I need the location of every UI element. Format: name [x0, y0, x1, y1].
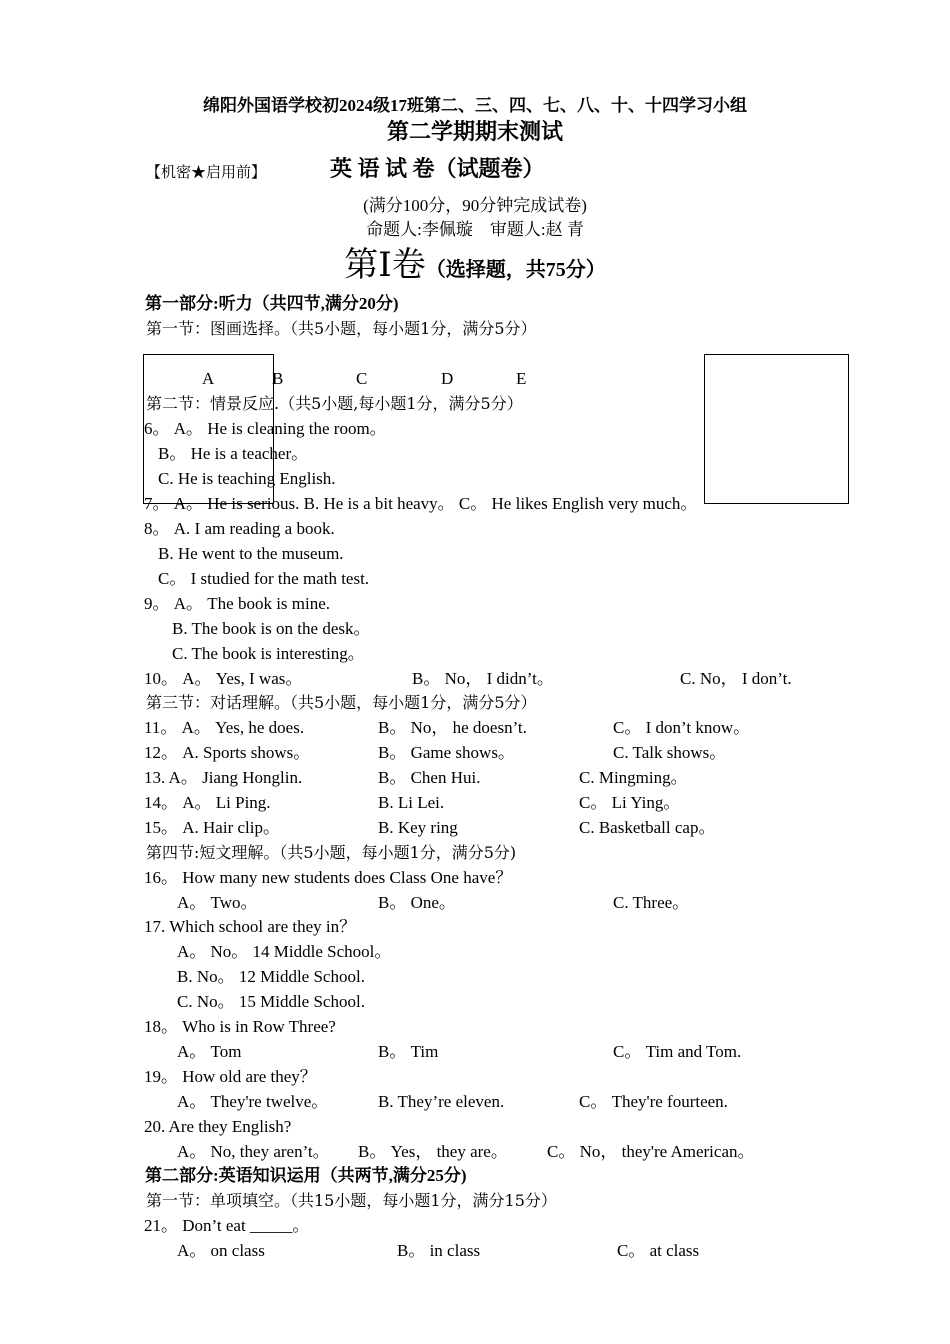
q16-option-a: A。 Two。 [177, 893, 258, 912]
q10-option-a: 10。 A。 Yes, I was。 [144, 669, 303, 688]
q9-option-c: C. The book is interesting。 [172, 644, 365, 663]
q21-option-b: B。 in class [397, 1241, 481, 1260]
q14-option-c: C。 Li Ying。 [579, 793, 681, 812]
q9-option-a: 9。 A。 The book is mine. [144, 594, 331, 613]
q18-option-a: A。 Tom [177, 1042, 242, 1061]
pic-label-b: B [272, 369, 284, 388]
volume-heading [0, 246, 950, 291]
q12-option-c: C. Talk shows。 [613, 743, 727, 762]
q21-option-a: A。 on class [177, 1241, 265, 1260]
q7-options: 7。 A。 He is serious. B. He is a bit heavy。 C。 He likes English very much。 [144, 494, 698, 513]
q19-option-a: A。 They're twelve。 [177, 1092, 329, 1111]
part1-sec3: 第三节：对话理解。（共5小题，每小题1分，满分5分） [146, 693, 537, 712]
pic-label-c: C [356, 369, 368, 388]
q20-option-b: B。 Yes， they are。 [358, 1142, 508, 1161]
q21-stem: 21。 Don’t eat _____。 [144, 1216, 310, 1235]
q15-option-a: 15。 A. Hair clip。 [144, 818, 280, 837]
q17-option-a: A。 No。 14 Middle School。 [177, 942, 392, 961]
part1-sec1: 第一节：图画选择。（共5小题，每小题1分，满分5分） [146, 319, 537, 338]
q12-option-b: B。 Game shows。 [378, 743, 515, 762]
part1-title: 第一部分:听力（共四节,满分20分) [145, 294, 399, 313]
q14-option-b: B. Li Lei. [378, 793, 445, 812]
q6-option-c: C. He is teaching English. [158, 469, 336, 488]
secret-label: 【机密★启用前】 [146, 163, 267, 181]
q10-option-b: B。 No， I didn’t。 [412, 669, 554, 688]
q17-stem: 17. Which school are they in？ [144, 917, 357, 936]
q19-option-c: C。 They're fourteen. [579, 1092, 728, 1111]
q19-stem: 19。 How old are they？ [144, 1067, 317, 1086]
q16-option-c: C. Three。 [613, 893, 690, 912]
q8-option-a: 8。 A. I am reading a book. [144, 519, 335, 538]
q19-option-b: B. They’re eleven. [378, 1092, 505, 1111]
q6-option-b: B。 He is a teacher。 [158, 444, 309, 463]
q13-option-a: 13. A。 Jiang Honglin. [144, 768, 303, 787]
q20-option-c: C。 No， they're American。 [547, 1142, 755, 1161]
authors: 命题人:李佩璇 审题人:赵 青 [366, 220, 584, 239]
q18-option-b: B。 Tim [378, 1042, 439, 1061]
q21-option-c: C。 at class [617, 1241, 700, 1260]
q20-option-a: A。 No, they aren’t。 [177, 1142, 330, 1161]
q12-option-a: 12。 A. Sports shows。 [144, 743, 311, 762]
q9-option-b: B. The book is on the desk。 [172, 619, 371, 638]
q10-option-c: C. No， I don’t. [680, 669, 792, 688]
q13-option-b: B。 Chen Hui. [378, 768, 481, 787]
q20-stem: 20. Are they English? [144, 1117, 292, 1136]
school-line: 绵阳外国语学校初2024级17班第二、三、四、七、八、十、十四学习小组 [203, 96, 747, 115]
part2-sec1: 第一节：单项填空。（共15小题，每小题1分，满分15分） [146, 1191, 557, 1210]
score-info: (满分100分，90分钟完成试卷) [363, 196, 587, 215]
part2-title: 第二部分:英语知识运用（共两节,满分25分) [145, 1166, 467, 1185]
picture-frame-right [704, 354, 849, 504]
volume-small: （选择题，共75分） [425, 259, 606, 281]
q11-option-b: B。 No， he doesn’t. [378, 718, 527, 737]
part1-sec2: 第二节：情景反应.（共5小题,每小题1分，满分5分） [146, 394, 523, 413]
paper-title: 英 语 试 卷（试题卷） [330, 156, 545, 181]
pic-label-a: A [202, 369, 215, 388]
q17-option-c: C. No。 15 Middle School. [177, 992, 365, 1011]
pic-label-d: D [441, 369, 454, 388]
q14-option-a: 14。 A。 Li Ping. [144, 793, 271, 812]
part1-sec4: 第四节:短文理解。（共5小题，每小题1分，满分5分) [146, 843, 517, 862]
q13-option-c: C. Mingming。 [579, 768, 688, 787]
q16-option-b: B。 One。 [378, 893, 456, 912]
q8-option-c: C。 I studied for the math test. [158, 569, 370, 588]
q6-option-a: 6。 A。 He is cleaning the room。 [144, 419, 387, 438]
pic-label-e: E [516, 369, 527, 388]
q15-option-c: C. Basketball cap。 [579, 818, 716, 837]
q11-option-a: 11。 A。 Yes, he does. [144, 718, 305, 737]
q18-option-c: C。 Tim and Tom. [613, 1042, 742, 1061]
exam-title: 第二学期期末测试 [386, 119, 563, 144]
volume-big: 第Ⅰ卷 [344, 247, 426, 284]
q8-option-b: B. He went to the museum. [158, 544, 344, 563]
q15-option-b: B. Key ring [378, 818, 458, 837]
q11-option-c: C。 I don’t know。 [613, 718, 751, 737]
q17-option-b: B. No。 12 Middle School. [177, 967, 365, 986]
q16-stem: 16。 How many new students does Class One have？ [144, 868, 513, 887]
q18-stem: 18。 Who is in Row Three? [144, 1017, 336, 1036]
